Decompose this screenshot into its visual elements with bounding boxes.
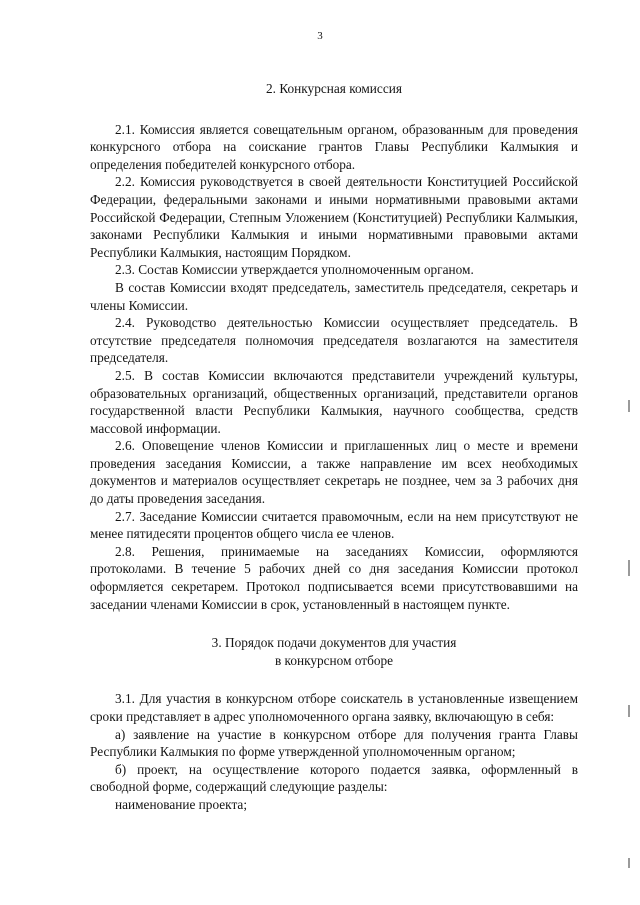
section-3-content bbox=[90, 690, 578, 813]
paragraph-2-4: 2.4. Руководство деятельностью Комиссии осуществляет председатель. В отсутствие председателя полномочия председателя возлагаются на заместителя председателя. bbox=[90, 315, 578, 366]
paragraph-2-6: 2.6. Оповещение членов Комиссии и приглашенных лиц о месте и времени проведения заседания Комиссии, а также направление им всех необходимых документов и материалов осуществляет секретарь не позднее, чем за 3 рабочих дня до даты проведения заседания. bbox=[90, 438, 578, 507]
section-2-content bbox=[90, 121, 578, 614]
scan-edge-mark bbox=[628, 400, 630, 412]
section-3-heading-line-2: в конкурсном отборе bbox=[274, 652, 394, 668]
section-3-heading bbox=[90, 634, 578, 669]
scan-edge-mark bbox=[628, 705, 630, 717]
paragraph-3-1: 3.1. Для участия в конкурсном отборе соискатель в установленные извещением сроки представляет в адрес уполномоченного органа заявку, включающую в себя: bbox=[90, 691, 578, 724]
paragraph-2-3: 2.3. Состав Комиссии утверждается уполномоченным органом. bbox=[115, 262, 474, 278]
section-3-heading-line-1: 3. Порядок подачи документов для участия bbox=[211, 635, 457, 651]
section-2-heading: 2. Конкурсная комиссия bbox=[266, 81, 402, 96]
paragraph-2-3-composition: В состав Комиссии входят председатель, заместитель председателя, секретарь и члены Комиссии. bbox=[90, 279, 578, 313]
page-number: 3 bbox=[317, 30, 323, 42]
paragraph-2-8: 2.8. Решения, принимаемые на заседаниях Комиссии, оформляются протоколами. В течение 5 рабочих дней со дня заседания Комиссии протокол оформляется секретарем. Протокол подписывается всеми присутствовавшими на заседании членами Комиссии в срок, установленный в настоящем пункте. bbox=[90, 543, 578, 612]
scan-edge-mark bbox=[628, 560, 630, 576]
paragraph-2-7: 2.7. Заседание Комиссии считается правомочным, если на нем присутствуют не менее пятидесяти процентов общего числа ее членов. bbox=[90, 508, 578, 542]
paragraph-project-name: наименование проекта; bbox=[115, 796, 248, 812]
scan-edge-mark bbox=[628, 858, 630, 868]
paragraph-3-1-a: а) заявление на участие в конкурсном отборе для получения гранта Главы Республики Калмыкия по форме утвержденной уполномоченным органом; bbox=[90, 726, 578, 760]
paragraph-2-1: 2.1. Комиссия является совещательным органом, образованным для проведения конкурсного отбора на соискание грантов Главы Республики Калмыкия и определения победителей конкурсного отбора. bbox=[90, 121, 578, 172]
paragraph-2-5: 2.5. В состав Комиссии включаются представители учреждений культуры, образовательных организаций, общественных организаций, представители органов государственной власти Республики Калмыкия, научного сообщества, средств массовой информации. bbox=[90, 367, 578, 436]
paragraph-2-2: 2.2. Комиссия руководствуется в своей деятельности Конституцией Российской Федерации, федеральными законами и иными нормативными правовыми актами Российской Федерации, Степным Уложением (Конституцией) Республики Калмыкия, законами Республики Калмыкия и иными нормативными правовыми актами Республики Калмыкия, настоящим Порядком. bbox=[90, 174, 578, 260]
paragraph-3-1-b: б) проект, на осуществление которого подается заявка, оформленный в свободной форме, содержащий следующие разделы: bbox=[90, 761, 578, 795]
document-body bbox=[90, 80, 578, 814]
